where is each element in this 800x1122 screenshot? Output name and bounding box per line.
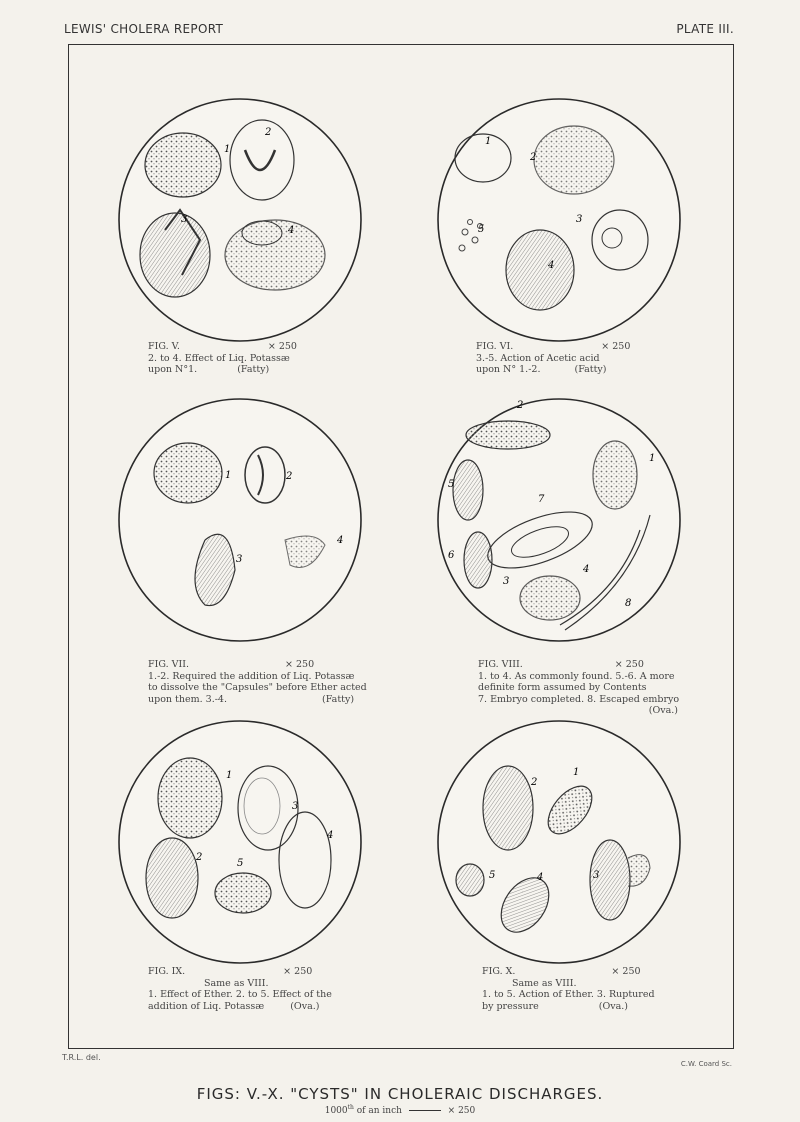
figure-9-circle: [119, 721, 361, 963]
figure-9-label-3: 3: [292, 801, 299, 812]
caption-line: 3.-5. Action of Acetic acid: [476, 352, 600, 364]
caption-line: addition of Liq. Potassæ: [148, 1000, 265, 1012]
figure-6-caption: [476, 341, 676, 376]
caption-line: Same as VIII.: [204, 977, 269, 989]
figure-8-label-8: 8: [625, 598, 632, 609]
caption-tag: (Ova.): [290, 1000, 320, 1012]
figure-10-circle: [438, 721, 680, 963]
figure-10-label-2: 2: [531, 777, 538, 788]
figure-7-circle: [119, 399, 361, 641]
caption-tag: (Ova.): [648, 705, 678, 716]
caption-line: 1. to 5. Action of Ether. 3. Ruptured: [482, 989, 655, 1000]
figure-6-circle: [438, 99, 680, 341]
plate-title: FIGS: V.-X. "CYSTS" IN CHOLERAIC DISCHARGES.: [196, 1085, 604, 1103]
plate-header-right: PLATE III.: [676, 22, 734, 36]
figure-10-caption: [482, 966, 655, 1012]
figure-10-label-1: 1: [573, 767, 580, 778]
figure-number: FIG. V.: [148, 341, 180, 352]
caption-tag: (Fatty): [322, 693, 355, 705]
figure-8-label-6: 6: [448, 550, 455, 561]
magnification: × 250: [283, 966, 313, 977]
figure-8-caption: [478, 659, 678, 717]
caption-line: definite form assumed by Contents: [478, 682, 647, 693]
figure-number: FIG. VI.: [476, 341, 514, 352]
figure-6-label-2: 2: [530, 152, 537, 163]
figure-5-circle: [119, 99, 361, 341]
figure-8-label-5: 5: [448, 479, 455, 490]
scale-bar-caption: [0, 1104, 800, 1116]
figure-5-caption: [148, 341, 324, 376]
caption-line: upon N° 1.-2.: [476, 364, 541, 375]
figure-number: FIG. VII.: [148, 659, 190, 670]
figure-7-label-2: 2: [286, 471, 293, 482]
figure-8-label-2: 2: [517, 400, 524, 411]
figure-5-label-4: 4: [288, 225, 295, 236]
caption-line: 1. to 4. As commonly found. 5.-6. A more: [478, 670, 675, 682]
caption-line: 2. to 4. Effect of Liq. Potassæ: [148, 352, 290, 364]
figure-number: FIG. X.: [482, 966, 516, 977]
scale-unit: of an inch: [353, 1106, 402, 1116]
figure-8-circle: [438, 399, 680, 641]
figure-10-label-4: 4: [537, 872, 544, 883]
figure-8-label-3: 3: [503, 576, 510, 587]
caption-line: to dissolve the "Capsules" before Ether acted: [148, 682, 367, 693]
magnification: × 250: [611, 966, 641, 977]
figure-5-label-3: 3: [181, 214, 188, 225]
figure-8-label-7: 7: [538, 494, 545, 505]
figure-9-label-1: 1: [226, 770, 233, 781]
figure-6-label-5: 5: [478, 224, 485, 235]
magnification: × 250: [285, 659, 315, 670]
figure-number: FIG. VIII.: [478, 659, 523, 670]
scale-suffix: th: [347, 1104, 354, 1111]
scale-magnification: × 250: [447, 1106, 476, 1116]
figure-6-label-1: 1: [485, 136, 492, 147]
figure-10-label-5: 5: [489, 870, 496, 881]
figure-8-label-1: 1: [649, 453, 656, 464]
caption-tag: (Fatty): [237, 364, 270, 375]
engraver-credit: C.W. Coard Sc.: [680, 1060, 732, 1068]
caption-line: 1.-2. Required the addition of Liq. Potassæ: [148, 670, 355, 682]
figure-8-label-4: 4: [583, 564, 590, 575]
figure-9-label-5: 5: [237, 858, 244, 869]
magnification: × 250: [614, 659, 644, 670]
magnification: × 250: [601, 341, 631, 352]
artist-credit: T.R.L. del.: [62, 1053, 101, 1062]
figure-9-caption: [148, 966, 332, 1012]
caption-line: 7. Embryo completed. 8. Escaped embryo: [478, 693, 680, 705]
caption-line: upon N°1.: [148, 364, 198, 375]
figure-5-label-2: 2: [265, 127, 272, 138]
figure-9-label-2: 2: [196, 852, 203, 863]
scale-bar: [409, 1110, 441, 1111]
scale-value: 1000: [324, 1106, 348, 1116]
caption-line: by pressure: [482, 1000, 539, 1012]
figure-number: FIG. IX.: [148, 966, 186, 977]
figure-7-label-4: 4: [337, 535, 344, 546]
figure-7-label-3: 3: [236, 554, 243, 565]
caption-tag: (Ova.): [598, 1000, 629, 1012]
caption-line: upon them. 3.-4.: [148, 693, 228, 705]
figure-7-caption: [148, 659, 367, 705]
figure-5-label-1: 1: [224, 144, 231, 155]
figure-9-label-4: 4: [327, 830, 334, 841]
caption-tag: (Fatty): [574, 364, 607, 375]
figure-10-label-3: 3: [593, 870, 600, 881]
caption-line: 1. Effect of Ether. 2. to 5. Effect of the: [148, 989, 332, 1000]
caption-line: Same as VIII.: [512, 977, 577, 989]
plate-header-left: LEWIS' CHOLERA REPORT: [64, 22, 224, 36]
figure-6-label-3: 3: [576, 214, 583, 225]
magnification: × 250: [267, 341, 297, 352]
figure-7-label-1: 1: [225, 470, 232, 481]
figure-6-label-4: 4: [548, 260, 555, 271]
